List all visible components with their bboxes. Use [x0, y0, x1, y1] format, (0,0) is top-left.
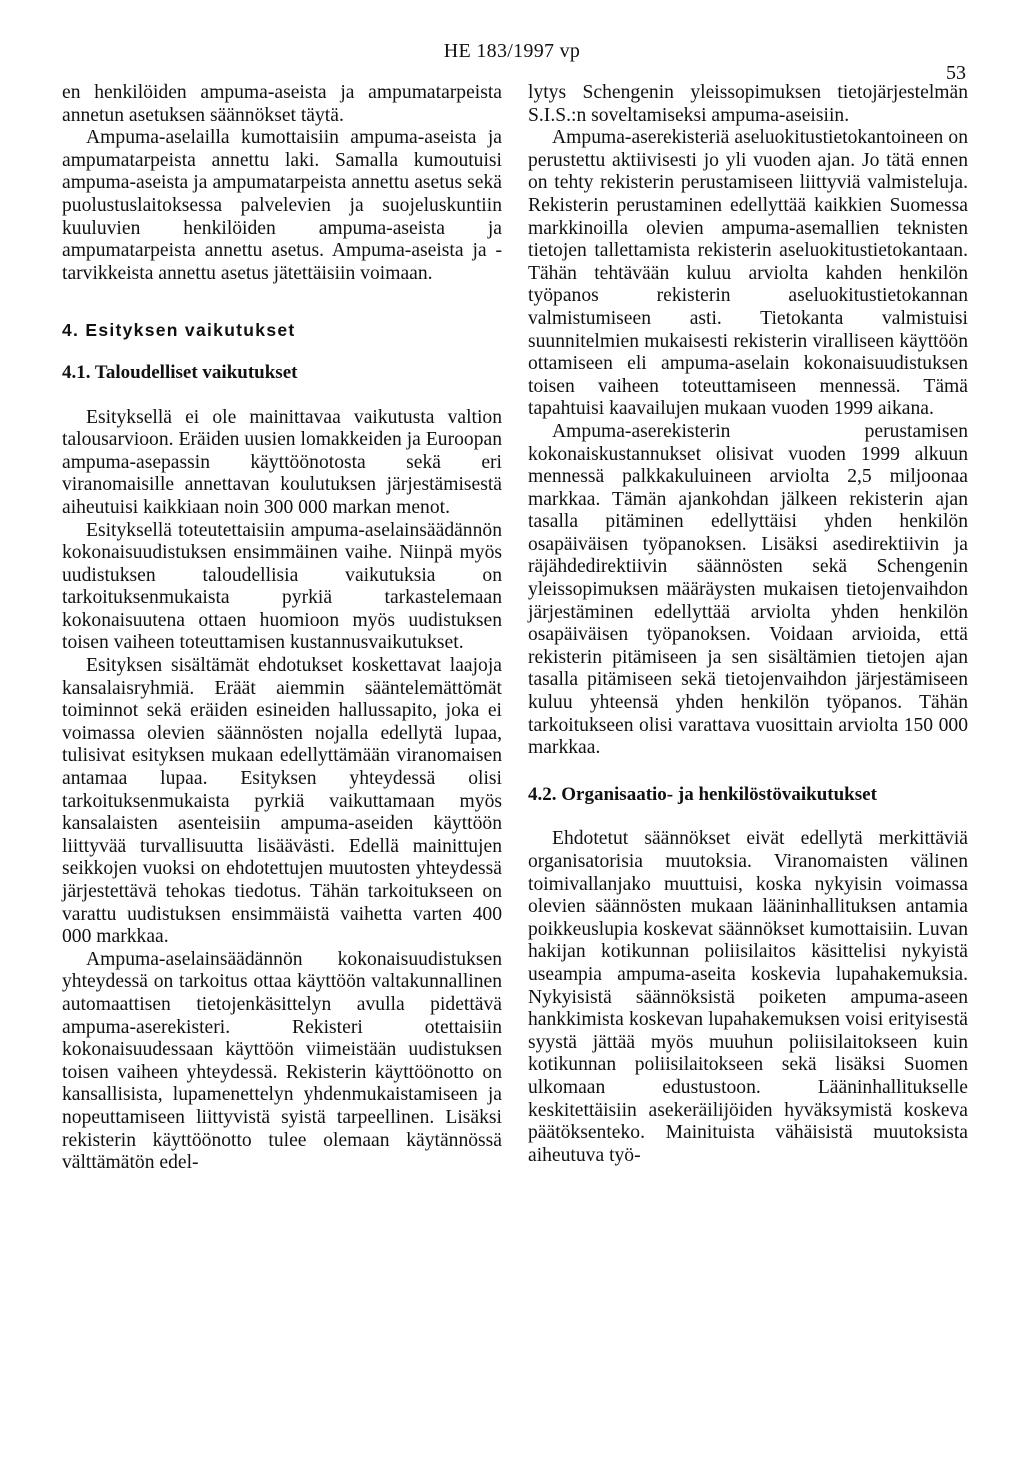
section-heading-4-2: 4.2. Organisaatio- ja henkilöstövaikutukset [528, 783, 877, 805]
right-paragraph-2: Ampuma-aserekisteriä aseluokitustietokantoineen on perustettu aktiivisesti jo yli vuoden ajan. Jo tätä ennen on tehty rekisterin perustamiseen liittyviä valmisteluja. Rekisterin perustaminen edellyttää kaikkien Suomessa markkinoilla olevien ampuma-asemallien teknisten tietojen tallettamista rekisterin aseluokitustietokantaan. Tähän tehtävään kuluu arviolta kahden henkilön työpanos rekisterin aseluokitustietokannan valmistumiseen asti. Tietokanta valmistuisi suunnitelmien mukaisesti rekisterin viralliseen käyttöön ottamiseen eli ampuma-aselain kokonaisuudistuksen toisen vaiheen toteuttamiseen mennessä. Tämä tapahtuisi kaavailujen mukaan vuoden 1999 aikana. [528, 127, 968, 420]
page-header-title: HE 183/1997 vp [443, 40, 581, 62]
left-paragraph-5: Esityksen sisältämät ehdotukset koskettavat laajoja kansalaisryhmiä. Eräät aiemmin sääntelemättömät toiminnot sekä eräiden esineiden hallussapito, joka ei voimassa olevien säännösten nojalla edellytä lupaa, tulisivat esityksen mukaan edellyttämään viranomaisen antamaa lupaa. Esityksen yhteydessä olisi tarkoituksenmukaista pyrkiä vaikuttamaan myös kansalaisten asenteisiin ampuma-aseiden käyttöön liittyvää turvallisuutta lisäävästi. Edellä mainittujen seikkojen vuoksi on ehdotettujen muutosten yhteydessä järjestettävä tehokas tiedotus. Tähän tarkoitukseen on varattu uudistuksen ensimmäistä vaihetta varten 400 000 markkaa. [62, 655, 502, 948]
left-paragraph-4: Esityksellä toteutettaisiin ampuma-aselainsäädännön kokonaisuudistuksen ensimmäinen vaihe. Niinpä myös uudistuksen taloudellisia vaikutuksia on tarkoituksenmukaista pyrkiä tarkastelemaan kokonaisuutena ottaen huomioon myös uudistuksen toisen vaiheen toteuttamisen kustannusvaikutukset. [62, 519, 502, 654]
left-paragraph-3: Esityksellä ei ole mainittavaa vaikutusta valtion talousarvioon. Eräiden uusien lomakkeiden ja Euroopan ampuma-asepassin käyttöönotosta sekä eri viranomaisille annettavan koulutuksen järjestämisestä aiheutuisi kaikkiaan noin 300 000 markan menot. [62, 406, 502, 518]
left-paragraph-1: en henkilöiden ampuma-aseista ja ampumatarpeista annetun asetuksen säännökset täytä. [62, 82, 502, 126]
left-paragraph-6: Ampuma-aselainsäädännön kokonaisuudistuksen yhteydessä on tarkoitus ottaa käyttöön valtakunnallinen automaattisen tietojenkäsittelyn avulla pidettävä ampuma-aserekisteri. Rekisteri otettaisiin kokonaisuudessaan käyttöön viimeistään uudistuksen toisen vaiheen yhteydessä. Rekisterin käyttöönotto on kansallisista, lupamenettelyn yhdenmukaistamiseen ja nopeuttamiseen liittyvistä syistä tarpeellinen. Lisäksi rekisterin käyttöönotto tulee olemaan käytännössä välttämätön edel- [62, 948, 502, 1174]
left-column [62, 82, 502, 1175]
right-paragraph-4: Ehdotetut säännökset eivät edellytä merkittäviä organisatorisia muutoksia. Viranomaisten välinen toimivallanjako muuttuisi, koska nykyisin voimassa olevien säännösten mukaan lääninhallituksen antamia poikkeuslupia koskevat säännökset kumottaisiin. Luvan hakijan kotikunnan poliisilaitos käsittelisi nykyistä useampia ampuma-aseita koskevia lupahakemuksia. Nykyisistä säännöksistä poiketen ampuma-aseen hankkimista koskevan lupahakemuksen voisi erityisestä syystä jättää myös muuhun poliisilaitokseen kuin kotikunnan poliisilaitokseen sekä lisäksi Suomen ulkomaan edustustoon. Lääninhallitukselle keskitettäisiin asekeräilijöiden hyväksymistä koskeva päätöksenteko. Mainituista vähäisistä muutoksista aiheutuva työ- [528, 828, 968, 1166]
left-paragraph-2: Ampuma-aselailla kumottaisiin ampuma-aseista ja ampumatarpeista annettu laki. Samalla kumoutuisi ampuma-aseista ja ampumatarpeista annettu asetus sekä puolustuslaitoksessa palvelevien ja suojeluskuntiin kuuluvien henkilöiden ampuma-aseista ja ampumatarpeista annettu asetus. Ampuma-aseista ja -tarvikkeista annettu asetus jätettäisiin voimaan. [62, 127, 502, 284]
section-heading-4-1: 4.1. Taloudelliset vaikutukset [62, 361, 298, 383]
right-paragraph-1: lytys Schengenin yleissopimuksen tietojärjestelmän S.I.S.:n soveltamiseksi ampuma-aseisiin. [528, 82, 968, 126]
section-heading-4: 4. Esityksen vaikutukset [62, 320, 296, 341]
page-number: 53 [946, 62, 966, 84]
right-paragraph-3: Ampuma-aserekisterin perustamisen kokonaiskustannukset olisivat vuoden 1999 alkuun mennessä palkkakuluineen arviolta 2,5 miljoonaa markkaa. Tämän ajankohdan jälkeen rekisterin ajan tasalla pitäminen edellyttäisi yhden henkilön osapäiväisen työpanoksen. Lisäksi asedirektiivin ja räjähdedirektiivin säännösten sekä Schengenin yleissopimuksen määräysten mukaisen tietojenvaihdon järjestäminen edellyttää arviolta yhden henkilön osapäiväisen työpanoksen. Voidaan arvioida, että rekisterin pitämiseen ja sen sisältämien tietojen ajan tasalla pitämiseen sekä tietojenvaihdon järjestämiseen kuluu yhteensä yhden henkilön työpanos. Tähän tarkoitukseen olisi varattava vuosittain arviolta 150 000 markkaa. [528, 420, 968, 759]
right-column [528, 82, 968, 1167]
